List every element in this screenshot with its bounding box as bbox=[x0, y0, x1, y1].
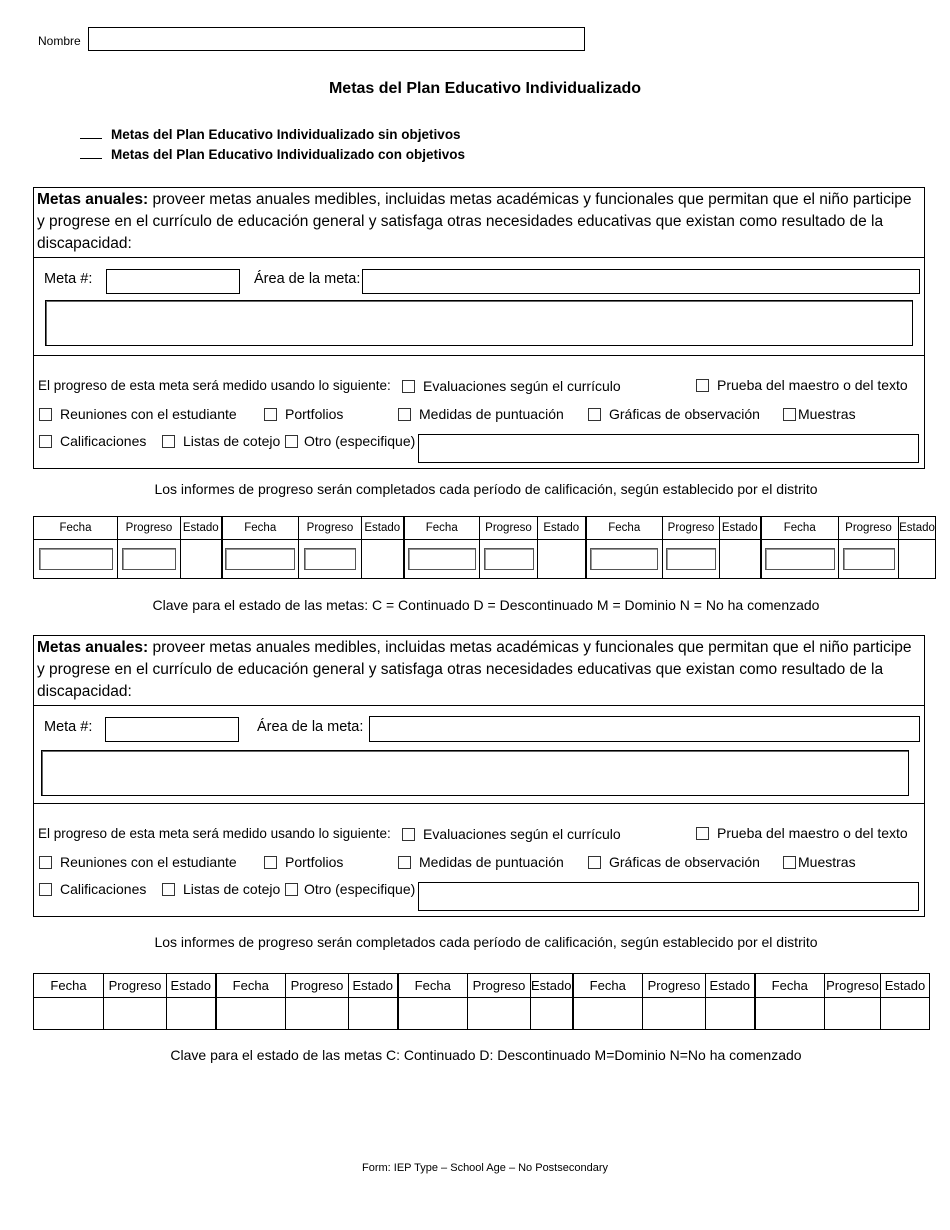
table-row bbox=[34, 998, 930, 1030]
estado-cell[interactable] bbox=[881, 998, 930, 1030]
fecha-input[interactable] bbox=[408, 548, 476, 570]
goal-box-1 bbox=[33, 187, 925, 469]
col-estado: Estado bbox=[881, 974, 930, 998]
meta-number-input[interactable] bbox=[105, 717, 239, 742]
fecha-input[interactable] bbox=[765, 548, 835, 570]
checkbox-scoring-measures[interactable]: Medidas de puntuación bbox=[398, 406, 564, 422]
fecha-cell[interactable] bbox=[398, 998, 468, 1030]
col-fecha: Fecha bbox=[761, 517, 839, 540]
name-label: Nombre bbox=[38, 34, 81, 48]
fecha-cell[interactable] bbox=[34, 998, 104, 1030]
progreso-cell[interactable] bbox=[643, 998, 706, 1030]
table-header-row bbox=[34, 974, 930, 998]
checkbox-icon[interactable] bbox=[402, 828, 415, 841]
blank-line[interactable] bbox=[80, 126, 102, 139]
estado-cell[interactable] bbox=[538, 540, 586, 579]
checkbox-icon[interactable] bbox=[588, 408, 601, 421]
col-estado: Estado bbox=[362, 517, 404, 540]
checkbox-student-meetings[interactable]: Reuniones con el estudiante bbox=[39, 406, 237, 422]
goal-area-label: Área de la meta: bbox=[257, 719, 364, 735]
blank-line[interactable] bbox=[80, 146, 102, 159]
estado-cell[interactable] bbox=[531, 998, 573, 1030]
progress-report-note: Los informes de progreso serán completados cada período de calificación, según establecido por el distrito bbox=[154, 481, 818, 497]
checkbox-icon[interactable] bbox=[696, 379, 709, 392]
fecha-cell[interactable] bbox=[216, 998, 286, 1030]
option-without-objectives[interactable]: Metas del Plan Educativo Individualizado sin objetivos bbox=[80, 126, 461, 142]
checkbox-icon[interactable] bbox=[398, 408, 411, 421]
checkbox-icon[interactable] bbox=[162, 435, 175, 448]
col-progreso: Progreso bbox=[118, 517, 181, 540]
meta-number-label: Meta #: bbox=[44, 719, 93, 735]
estado-cell[interactable] bbox=[181, 540, 222, 579]
checkbox-icon[interactable] bbox=[783, 408, 796, 421]
col-estado: Estado bbox=[720, 517, 761, 540]
goal-description-input[interactable] bbox=[45, 300, 913, 346]
col-progreso: Progreso bbox=[468, 974, 531, 998]
annual-goals-text: Metas anuales: proveer metas anuales medibles, incluidas metas académicas y funcionales que permitan que el niño participe y progrese en el currículo de educación general y satisfaga otras necesidades educativas que existan como resultado de la discapacidad: bbox=[34, 188, 924, 258]
checkbox-grades[interactable]: Calificaciones bbox=[39, 433, 146, 449]
measurement-methods bbox=[34, 804, 924, 916]
col-estado: Estado bbox=[706, 974, 755, 998]
progreso-cell[interactable] bbox=[118, 540, 181, 579]
status-key: Clave para el estado de las metas C: Continuado D: Descontinuado M=Dominio N=No ha comenzado bbox=[170, 1047, 802, 1063]
page-title: Metas del Plan Educativo Individualizado bbox=[328, 80, 642, 97]
progreso-cell[interactable] bbox=[286, 998, 349, 1030]
checkbox-icon[interactable] bbox=[39, 883, 52, 896]
estado-cell[interactable] bbox=[899, 540, 936, 579]
col-progreso: Progreso bbox=[480, 517, 538, 540]
checkbox-portfolios[interactable]: Portfolios bbox=[264, 854, 343, 870]
progreso-cell[interactable] bbox=[299, 540, 362, 579]
fecha-input[interactable] bbox=[225, 548, 295, 570]
checkbox-observation-charts[interactable]: Gráficas de observación bbox=[588, 406, 760, 422]
col-fecha: Fecha bbox=[34, 974, 104, 998]
table-header-row bbox=[34, 517, 936, 540]
checkbox-other[interactable]: Otro (especifique) bbox=[285, 881, 415, 897]
checkbox-icon[interactable] bbox=[696, 827, 709, 840]
option-with-objectives[interactable]: Metas del Plan Educativo Individualizado con objetivos bbox=[80, 146, 465, 162]
col-progreso: Progreso bbox=[839, 517, 899, 540]
col-fecha: Fecha bbox=[755, 974, 825, 998]
progress-table-2 bbox=[33, 973, 930, 1030]
col-estado: Estado bbox=[167, 974, 216, 998]
checkbox-curriculum-assessments[interactable]: Evaluaciones según el currículo bbox=[402, 378, 621, 394]
measure-intro: El progreso de esta meta será medido usando lo siguiente: bbox=[38, 378, 391, 393]
form-footer: Form: IEP Type – School Age – No Postsecondary bbox=[361, 1162, 608, 1174]
checkbox-other[interactable]: Otro (especifique) bbox=[285, 433, 415, 449]
checkbox-icon[interactable] bbox=[264, 856, 277, 869]
checkbox-icon[interactable] bbox=[39, 435, 52, 448]
checkbox-portfolios[interactable]: Portfolios bbox=[264, 406, 343, 422]
checkbox-observation-charts[interactable]: Gráficas de observación bbox=[588, 854, 760, 870]
estado-cell[interactable] bbox=[706, 998, 755, 1030]
checkbox-teacher-test[interactable]: Prueba del maestro o del texto bbox=[696, 377, 908, 393]
col-fecha: Fecha bbox=[573, 974, 643, 998]
checkbox-icon[interactable] bbox=[588, 856, 601, 869]
col-fecha: Fecha bbox=[404, 517, 480, 540]
progress-table-1 bbox=[33, 516, 936, 579]
estado-cell[interactable] bbox=[349, 998, 398, 1030]
goal-area-input[interactable] bbox=[369, 716, 920, 742]
checkbox-checklists[interactable]: Listas de cotejo bbox=[162, 881, 280, 897]
checkbox-samples[interactable]: Muestras bbox=[783, 406, 856, 422]
fecha-cell[interactable] bbox=[573, 998, 643, 1030]
status-key: Clave para el estado de las metas: C = Continuado D = Descontinuado M = Dominio N = No ha comenzado bbox=[152, 597, 820, 613]
table-row bbox=[34, 540, 936, 579]
meta-row bbox=[34, 258, 924, 356]
col-fecha: Fecha bbox=[216, 974, 286, 998]
checkbox-icon[interactable] bbox=[39, 408, 52, 421]
col-estado: Estado bbox=[181, 517, 222, 540]
checkbox-icon[interactable] bbox=[783, 856, 796, 869]
fecha-cell[interactable] bbox=[761, 540, 839, 579]
fecha-cell[interactable] bbox=[34, 540, 118, 579]
fecha-input[interactable] bbox=[39, 548, 113, 570]
estado-cell[interactable] bbox=[720, 540, 761, 579]
fecha-cell[interactable] bbox=[222, 540, 299, 579]
progreso-input[interactable] bbox=[304, 548, 356, 570]
col-fecha: Fecha bbox=[586, 517, 663, 540]
meta-number-input[interactable] bbox=[106, 269, 240, 294]
other-specify-input[interactable] bbox=[418, 434, 919, 463]
col-progreso: Progreso bbox=[299, 517, 362, 540]
progreso-input[interactable] bbox=[122, 548, 176, 570]
col-progreso: Progreso bbox=[825, 974, 881, 998]
col-fecha: Fecha bbox=[398, 974, 468, 998]
checkbox-teacher-test[interactable]: Prueba del maestro o del texto bbox=[696, 825, 908, 841]
col-fecha: Fecha bbox=[222, 517, 299, 540]
progreso-cell[interactable] bbox=[839, 540, 899, 579]
col-fecha: Fecha bbox=[34, 517, 118, 540]
checkbox-icon[interactable] bbox=[402, 380, 415, 393]
estado-cell[interactable] bbox=[167, 998, 216, 1030]
progress-report-note: Los informes de progreso serán completados cada período de calificación, según establecido por el distrito bbox=[154, 934, 818, 950]
name-input[interactable] bbox=[88, 27, 585, 51]
fecha-cell[interactable] bbox=[755, 998, 825, 1030]
meta-number-label: Meta #: bbox=[44, 271, 93, 287]
measure-intro: El progreso de esta meta será medido usando lo siguiente: bbox=[38, 826, 391, 841]
checkbox-scoring-measures[interactable]: Medidas de puntuación bbox=[398, 854, 564, 870]
fecha-cell[interactable] bbox=[404, 540, 480, 579]
goal-box-2 bbox=[33, 635, 925, 917]
annual-goals-text: Metas anuales: proveer metas anuales medibles, incluidas metas académicas y funcionales que permitan que el niño participe y progrese en el currículo de educación general y satisfaga otras necesidades educativas que existan como resultado de la discapacidad: bbox=[34, 636, 924, 706]
estado-cell[interactable] bbox=[362, 540, 404, 579]
col-estado: Estado bbox=[349, 974, 398, 998]
meta-row bbox=[34, 706, 924, 804]
col-progreso: Progreso bbox=[663, 517, 720, 540]
checkbox-curriculum-assessments[interactable]: Evaluaciones según el currículo bbox=[402, 826, 621, 842]
checkbox-icon[interactable] bbox=[285, 435, 298, 448]
goal-area-input[interactable] bbox=[362, 269, 920, 294]
progreso-cell[interactable] bbox=[663, 540, 720, 579]
goal-area-label: Área de la meta: bbox=[254, 271, 361, 287]
progreso-cell[interactable] bbox=[480, 540, 538, 579]
checkbox-checklists[interactable]: Listas de cotejo bbox=[162, 433, 280, 449]
checkbox-samples[interactable]: Muestras bbox=[783, 854, 856, 870]
progreso-input[interactable] bbox=[484, 548, 534, 570]
checkbox-icon[interactable] bbox=[264, 408, 277, 421]
progreso-cell[interactable] bbox=[825, 998, 881, 1030]
col-progreso: Progreso bbox=[104, 974, 167, 998]
fecha-cell[interactable] bbox=[586, 540, 663, 579]
progreso-input[interactable] bbox=[666, 548, 716, 570]
col-progreso: Progreso bbox=[286, 974, 349, 998]
checkbox-grades[interactable]: Calificaciones bbox=[39, 881, 146, 897]
goal-description-input[interactable] bbox=[41, 750, 909, 796]
progreso-cell[interactable] bbox=[104, 998, 167, 1030]
checkbox-icon[interactable] bbox=[162, 883, 175, 896]
col-estado: Estado bbox=[538, 517, 586, 540]
checkbox-icon[interactable] bbox=[398, 856, 411, 869]
checkbox-student-meetings[interactable]: Reuniones con el estudiante bbox=[39, 854, 237, 870]
fecha-input[interactable] bbox=[590, 548, 658, 570]
other-specify-input[interactable] bbox=[418, 882, 919, 911]
checkbox-icon[interactable] bbox=[39, 856, 52, 869]
progreso-input[interactable] bbox=[843, 548, 895, 570]
measurement-methods bbox=[34, 356, 924, 468]
col-estado: Estado bbox=[899, 517, 936, 540]
progreso-cell[interactable] bbox=[468, 998, 531, 1030]
checkbox-icon[interactable] bbox=[285, 883, 298, 896]
col-estado: Estado bbox=[531, 974, 573, 998]
col-progreso: Progreso bbox=[643, 974, 706, 998]
